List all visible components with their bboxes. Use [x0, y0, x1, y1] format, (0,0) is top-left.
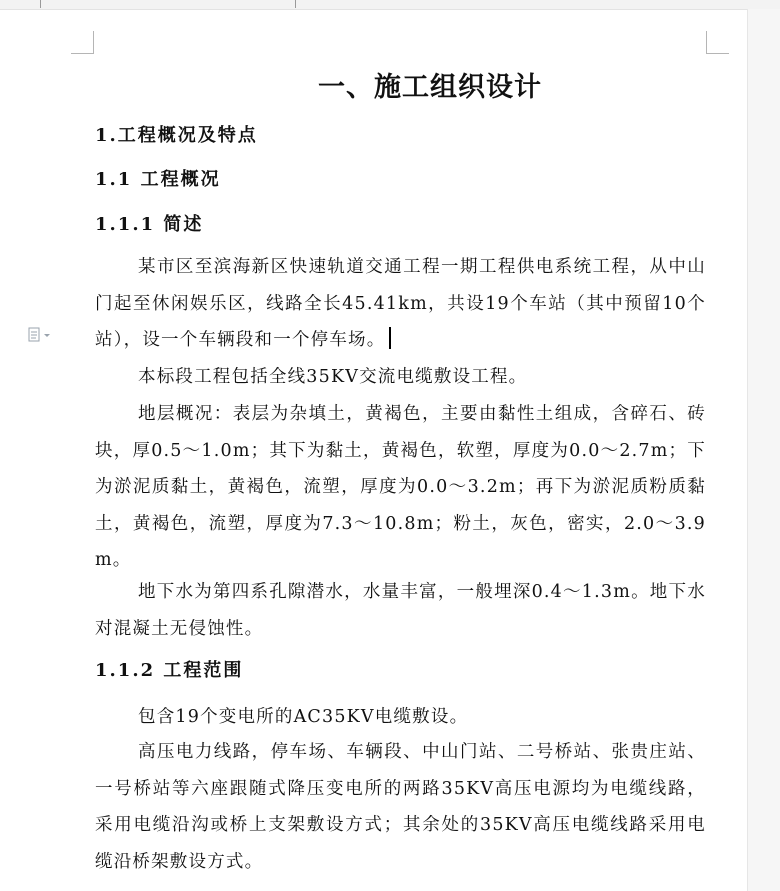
paragraph-project-summary	[95, 249, 706, 359]
document-paste-options-icon[interactable]	[28, 327, 54, 343]
paragraph-stratum-overview: 地层概况：表层为杂填土，黄褐色，主要由黏性土组成，含碎石、砖块，厚0.5～1.0m；其下为黏土，黄褐色，软塑，厚度为0.0～2.7m；下为淤泥质黏土，黄褐色，流塑，厚度为0.0～3.2m；再下为淤泥质粉质黏土，黄褐色，流塑，厚度为7.3～10.8m；粉土，灰色，密实，2.0～3.9m。	[95, 404, 706, 570]
paragraph-hv-lines: 高压电力线路，停车场、车辆段、中山门站、二号桥站、张贵庄站、一号桥站等六座跟随式降压变电所的两路35KV高压电源均为电缆线路，采用电缆沿沟或桥上支架敷设方式；其余处的35KV高压电缆线路采用电缆沿桥架敷设方式。	[95, 742, 706, 872]
ruler-tick	[295, 0, 296, 8]
paragraph-cable-laying: 包含19个变电所的AC35KV电缆敷设。	[138, 707, 469, 727]
document-title: 一、施工组织设计	[318, 72, 542, 103]
heading-project-overview: 1.1 工程概况	[95, 169, 221, 190]
horizontal-ruler	[0, 0, 780, 10]
paragraph-groundwater: 地下水为第四系孔隙潜水，水量丰富，一般埋深0.4～1.3m。地下水对混凝土无侵蚀性。	[95, 582, 706, 639]
right-gutter	[747, 9, 780, 891]
text-cursor	[389, 327, 391, 349]
heading-project-scope: 1.1.2 工程范围	[95, 660, 244, 681]
crop-mark-top-right	[706, 31, 729, 54]
paragraph-text: 某市区至滨海新区快速轨道交通工程一期工程供电系统工程，从中山门起至休闲娱乐区，线路全长45.41km，共设19个车站（其中预留10个站），设一个车辆段和一个停车场。	[95, 257, 706, 350]
ruler-tick	[40, 0, 41, 8]
crop-mark-top-left	[71, 31, 94, 54]
heading-engineering-overview: 1.工程概况及特点	[95, 125, 258, 146]
heading-brief-description: 1.1.1 简述	[95, 214, 204, 235]
paragraph-section-scope: 本标段工程包括全线35KV交流电缆敷设工程。	[138, 367, 528, 387]
